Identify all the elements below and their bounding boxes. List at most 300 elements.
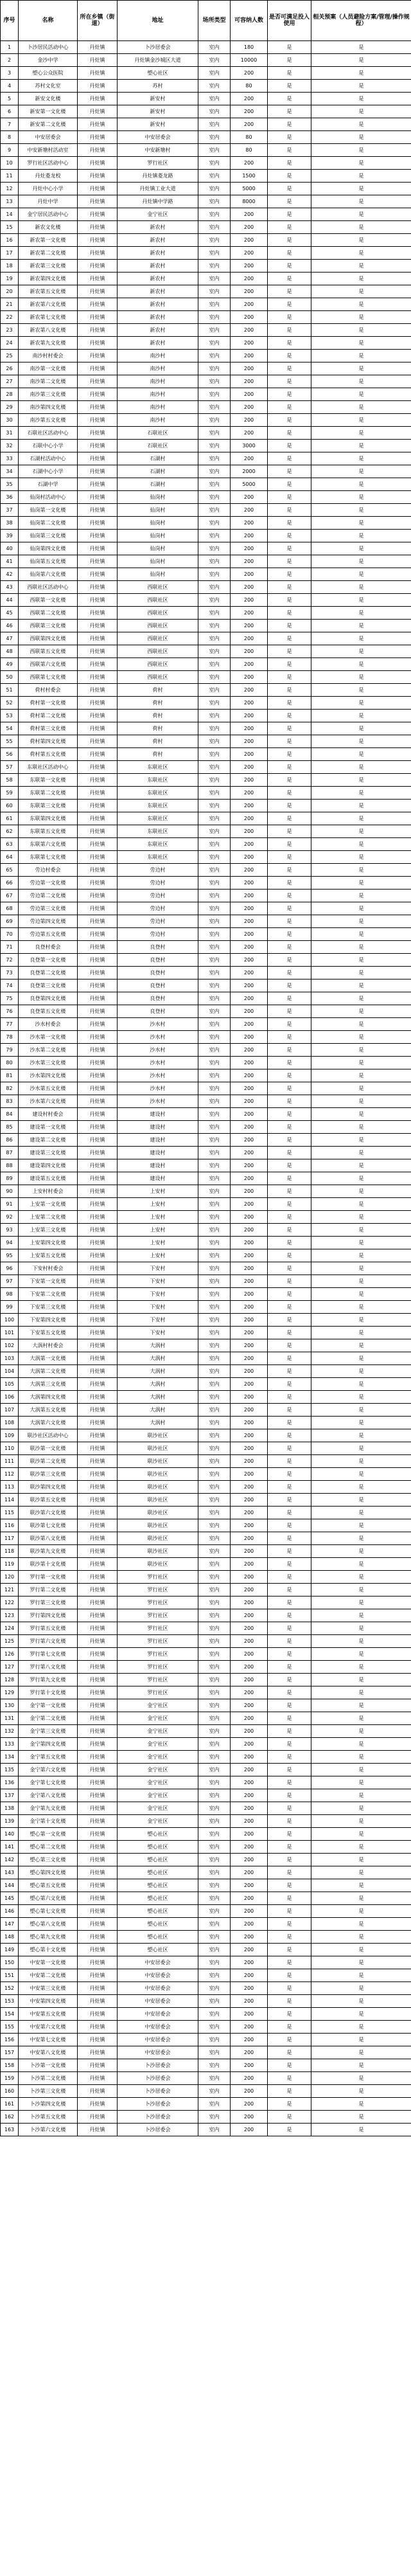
cell-plan: 是 xyxy=(311,941,411,954)
cell-open: 是 xyxy=(268,67,311,80)
cell-place-type: 室内 xyxy=(198,1674,231,1686)
cell-capacity: 200 xyxy=(231,1609,268,1622)
table-row xyxy=(1,979,411,992)
cell-address: 中安居委会 xyxy=(118,2008,198,2021)
cell-name: 丹灶中心小学 xyxy=(19,183,78,195)
cell-address: 罗行社区 xyxy=(118,1686,198,1699)
table-row xyxy=(1,1686,411,1699)
cell-address: 塱心社区 xyxy=(118,1866,198,1879)
cell-open: 是 xyxy=(268,1018,311,1031)
cell-plan: 是 xyxy=(311,812,411,825)
cell-town: 丹灶镇 xyxy=(78,1262,118,1275)
cell-index: 126 xyxy=(1,1648,19,1661)
cell-capacity: 200 xyxy=(231,1751,268,1764)
cell-open: 是 xyxy=(268,1558,311,1571)
cell-open: 是 xyxy=(268,1982,311,1995)
cell-plan: 是 xyxy=(311,1712,411,1725)
cell-capacity: 200 xyxy=(231,504,268,517)
cell-open: 是 xyxy=(268,1931,311,1944)
cell-capacity: 200 xyxy=(231,1082,268,1095)
cell-plan: 是 xyxy=(311,504,411,517)
table-row xyxy=(1,1571,411,1584)
table-row xyxy=(1,2111,411,2124)
cell-capacity: 200 xyxy=(231,1866,268,1879)
cell-place-type: 室内 xyxy=(198,517,231,530)
cell-address: 石湖村 xyxy=(118,478,198,491)
cell-address: 大涡村 xyxy=(118,1391,198,1404)
cell-place-type: 室内 xyxy=(198,2111,231,2124)
cell-address: 丹灶镇菱龙路 xyxy=(118,170,198,183)
cell-index: 59 xyxy=(1,787,19,800)
cell-name: 大涡第二文化楼 xyxy=(19,1365,78,1378)
cell-town: 丹灶镇 xyxy=(78,1301,118,1314)
cell-place-type: 室内 xyxy=(198,761,231,774)
cell-place-type: 室内 xyxy=(198,118,231,131)
cell-capacity: 200 xyxy=(231,1224,268,1237)
cell-capacity: 200 xyxy=(231,1442,268,1455)
table-row xyxy=(1,581,411,594)
cell-place-type: 室内 xyxy=(198,183,231,195)
cell-index: 81 xyxy=(1,1069,19,1082)
cell-capacity: 200 xyxy=(231,902,268,915)
cell-open: 是 xyxy=(268,54,311,67)
cell-open: 是 xyxy=(268,864,311,877)
cell-name: 金宁第一文化楼 xyxy=(19,1699,78,1712)
cell-address: 罗行社区 xyxy=(118,1635,198,1648)
cell-open: 是 xyxy=(268,1854,311,1866)
cell-plan: 是 xyxy=(311,2021,411,2034)
cell-place-type: 室内 xyxy=(198,2046,231,2059)
cell-open: 是 xyxy=(268,1057,311,1069)
cell-town: 丹灶镇 xyxy=(78,1545,118,1558)
cell-open: 是 xyxy=(268,607,311,620)
cell-name: 卜沙第一文化楼 xyxy=(19,2059,78,2072)
cell-capacity: 200 xyxy=(231,1789,268,1802)
cell-capacity: 200 xyxy=(231,375,268,388)
cell-place-type: 室内 xyxy=(198,1082,231,1095)
cell-index: 87 xyxy=(1,1147,19,1159)
cell-place-type: 室内 xyxy=(198,1069,231,1082)
cell-index: 83 xyxy=(1,1095,19,1108)
cell-place-type: 室内 xyxy=(198,1442,231,1455)
cell-open: 是 xyxy=(268,465,311,478)
cell-name: 罗行第七文化楼 xyxy=(19,1648,78,1661)
cell-name: 联沙第二文化楼 xyxy=(19,1455,78,1468)
cell-town: 丹灶镇 xyxy=(78,41,118,54)
cell-capacity: 200 xyxy=(231,864,268,877)
cell-town: 丹灶镇 xyxy=(78,337,118,350)
cell-place-type: 室内 xyxy=(198,1519,231,1532)
cell-name: 仙岗第三文化楼 xyxy=(19,530,78,542)
cell-town: 丹灶镇 xyxy=(78,761,118,774)
cell-address: 仙岗村 xyxy=(118,555,198,568)
cell-open: 是 xyxy=(268,131,311,144)
cell-plan: 是 xyxy=(311,1159,411,1172)
cell-place-type: 室内 xyxy=(198,1764,231,1776)
cell-name: 塱心第六文化楼 xyxy=(19,1892,78,1905)
table-row xyxy=(1,324,411,337)
cell-capacity: 200 xyxy=(231,1571,268,1584)
cell-plan: 是 xyxy=(311,80,411,93)
cell-index: 86 xyxy=(1,1134,19,1147)
cell-address: 中安居委会 xyxy=(118,1956,198,1969)
cell-open: 是 xyxy=(268,440,311,452)
cell-capacity: 200 xyxy=(231,1262,268,1275)
cell-name: 中安第六文化楼 xyxy=(19,2021,78,2034)
cell-address: 塱心社区 xyxy=(118,1905,198,1918)
cell-name: 大涡第三文化楼 xyxy=(19,1378,78,1391)
cell-index: 141 xyxy=(1,1841,19,1854)
cell-name: 新农第九文化楼 xyxy=(19,337,78,350)
cell-town: 丹灶镇 xyxy=(78,992,118,1005)
table-row xyxy=(1,1841,411,1854)
cell-address: 新农村 xyxy=(118,260,198,273)
cell-open: 是 xyxy=(268,902,311,915)
cell-index: 9 xyxy=(1,144,19,157)
table-row xyxy=(1,1532,411,1545)
cell-address: 联沙社区 xyxy=(118,1468,198,1481)
cell-plan: 是 xyxy=(311,1789,411,1802)
table-row xyxy=(1,401,411,414)
cell-address: 石联社区 xyxy=(118,440,198,452)
cell-place-type: 室内 xyxy=(198,208,231,221)
cell-town: 丹灶镇 xyxy=(78,1944,118,1956)
cell-capacity: 200 xyxy=(231,427,268,440)
cell-open: 是 xyxy=(268,1275,311,1288)
cell-name: 卜沙第五文化楼 xyxy=(19,2111,78,2124)
cell-capacity: 200 xyxy=(231,1288,268,1301)
cell-name: 上安第五文化楼 xyxy=(19,1249,78,1262)
cell-plan: 是 xyxy=(311,1339,411,1352)
cell-open: 是 xyxy=(268,93,311,105)
cell-address: 劳边村 xyxy=(118,915,198,928)
cell-town: 丹灶镇 xyxy=(78,401,118,414)
cell-name: 大涡第四文化楼 xyxy=(19,1391,78,1404)
cell-name: 东联社区活动中心 xyxy=(19,761,78,774)
cell-name: 西联第一文化楼 xyxy=(19,594,78,607)
cell-name: 塱心第十文化楼 xyxy=(19,1944,78,1956)
cell-plan: 是 xyxy=(311,594,411,607)
cell-name: 东联第五文化楼 xyxy=(19,825,78,838)
cell-open: 是 xyxy=(268,1211,311,1224)
cell-capacity: 200 xyxy=(231,620,268,632)
cell-capacity: 200 xyxy=(231,1931,268,1944)
cell-address: 仙岗村 xyxy=(118,517,198,530)
cell-plan: 是 xyxy=(311,774,411,787)
cell-town: 丹灶镇 xyxy=(78,1892,118,1905)
cell-town: 丹灶镇 xyxy=(78,1481,118,1494)
cell-plan: 是 xyxy=(311,530,411,542)
cell-name: 新农第三文化楼 xyxy=(19,260,78,273)
cell-address: 罗行社区 xyxy=(118,1571,198,1584)
cell-open: 是 xyxy=(268,1481,311,1494)
cell-index: 84 xyxy=(1,1108,19,1121)
cell-open: 是 xyxy=(268,1545,311,1558)
cell-capacity: 200 xyxy=(231,2124,268,2136)
table-row xyxy=(1,1211,411,1224)
cell-name: 下安第二文化楼 xyxy=(19,1288,78,1301)
cell-place-type: 室内 xyxy=(198,1944,231,1956)
cell-plan: 是 xyxy=(311,568,411,581)
cell-town: 丹灶镇 xyxy=(78,877,118,890)
table-row xyxy=(1,1712,411,1725)
cell-index: 49 xyxy=(1,658,19,671)
table-row xyxy=(1,350,411,362)
cell-plan: 是 xyxy=(311,183,411,195)
cell-plan: 是 xyxy=(311,1352,411,1365)
cell-town: 丹灶镇 xyxy=(78,2034,118,2046)
cell-town: 丹灶镇 xyxy=(78,1159,118,1172)
cell-open: 是 xyxy=(268,491,311,504)
table-row xyxy=(1,1956,411,1969)
cell-place-type: 室内 xyxy=(198,1725,231,1738)
cell-address: 金宁社区 xyxy=(118,1764,198,1776)
cell-name: 南沙第三文化楼 xyxy=(19,388,78,401)
table-row xyxy=(1,1725,411,1738)
table-row xyxy=(1,1751,411,1764)
cell-capacity: 200 xyxy=(231,1018,268,1031)
cell-town: 丹灶镇 xyxy=(78,1057,118,1069)
cell-town: 丹灶镇 xyxy=(78,1776,118,1789)
cell-open: 是 xyxy=(268,1237,311,1249)
cell-place-type: 室内 xyxy=(198,1931,231,1944)
cell-index: 53 xyxy=(1,710,19,722)
cell-address: 下安村 xyxy=(118,1275,198,1288)
cell-index: 93 xyxy=(1,1224,19,1237)
cell-name: 联沙第三文化楼 xyxy=(19,1468,78,1481)
cell-capacity: 200 xyxy=(231,1455,268,1468)
cell-name: 联沙社区活动中心 xyxy=(19,1429,78,1442)
table-row xyxy=(1,1944,411,1956)
cell-town: 丹灶镇 xyxy=(78,170,118,183)
cell-open: 是 xyxy=(268,2124,311,2136)
cell-open: 是 xyxy=(268,632,311,645)
cell-name: 石湖村活动中心 xyxy=(19,452,78,465)
cell-plan: 是 xyxy=(311,324,411,337)
cell-open: 是 xyxy=(268,1404,311,1417)
cell-place-type: 室内 xyxy=(198,1147,231,1159)
cell-open: 是 xyxy=(268,1686,311,1699)
cell-address: 丹灶镇金沙城区大道 xyxy=(118,54,198,67)
cell-address: 荷村 xyxy=(118,735,198,748)
cell-capacity: 200 xyxy=(231,851,268,864)
table-row xyxy=(1,2021,411,2034)
cell-place-type: 室内 xyxy=(198,1365,231,1378)
cell-name: 西联第五文化楼 xyxy=(19,645,78,658)
cell-town: 丹灶镇 xyxy=(78,979,118,992)
cell-index: 161 xyxy=(1,2098,19,2111)
cell-place-type: 室内 xyxy=(198,1172,231,1185)
cell-town: 丹灶镇 xyxy=(78,1661,118,1674)
cell-name: 劳边村委会 xyxy=(19,864,78,877)
cell-index: 72 xyxy=(1,954,19,967)
cell-name: 仙岗第一文化楼 xyxy=(19,504,78,517)
table-row xyxy=(1,902,411,915)
cell-plan: 是 xyxy=(311,1069,411,1082)
cell-name: 西联第四文化楼 xyxy=(19,632,78,645)
cell-plan: 是 xyxy=(311,1545,411,1558)
cell-capacity: 200 xyxy=(231,684,268,697)
cell-capacity: 200 xyxy=(231,452,268,465)
cell-index: 24 xyxy=(1,337,19,350)
table-row xyxy=(1,1494,411,1507)
cell-place-type: 室内 xyxy=(198,568,231,581)
cell-address: 沙水村 xyxy=(118,1044,198,1057)
cell-address: 良登村 xyxy=(118,941,198,954)
cell-place-type: 室内 xyxy=(198,1532,231,1545)
cell-capacity: 200 xyxy=(231,273,268,285)
cell-place-type: 室内 xyxy=(198,697,231,710)
cell-capacity: 200 xyxy=(231,1134,268,1147)
cell-index: 95 xyxy=(1,1249,19,1262)
cell-name: 塱心第九文化楼 xyxy=(19,1931,78,1944)
cell-plan: 是 xyxy=(311,1751,411,1764)
cell-plan: 是 xyxy=(311,478,411,491)
cell-open: 是 xyxy=(268,825,311,838)
cell-plan: 是 xyxy=(311,1969,411,1982)
cell-place-type: 室内 xyxy=(198,1237,231,1249)
cell-capacity: 200 xyxy=(231,1005,268,1018)
cell-town: 丹灶镇 xyxy=(78,118,118,131)
cell-open: 是 xyxy=(268,1069,311,1082)
cell-open: 是 xyxy=(268,298,311,311)
table-row xyxy=(1,1121,411,1134)
cell-place-type: 室内 xyxy=(198,684,231,697)
cell-name: 沙水村委会 xyxy=(19,1018,78,1031)
cell-plan: 是 xyxy=(311,2111,411,2124)
cell-index: 94 xyxy=(1,1237,19,1249)
table-row xyxy=(1,1507,411,1519)
cell-address: 罗行社区 xyxy=(118,1648,198,1661)
cell-address: 塱心社区 xyxy=(118,1828,198,1841)
cell-name: 新农文化楼 xyxy=(19,221,78,234)
cell-index: 110 xyxy=(1,1442,19,1455)
cell-town: 丹灶镇 xyxy=(78,362,118,375)
table-row xyxy=(1,1057,411,1069)
cell-address: 金宁社区 xyxy=(118,1712,198,1725)
cell-open: 是 xyxy=(268,581,311,594)
cell-plan: 是 xyxy=(311,1404,411,1417)
cell-capacity: 200 xyxy=(231,1661,268,1674)
cell-plan: 是 xyxy=(311,54,411,67)
cell-name: 东联第四文化楼 xyxy=(19,812,78,825)
cell-address: 罗行社区 xyxy=(118,1597,198,1609)
table-row xyxy=(1,800,411,812)
cell-town: 丹灶镇 xyxy=(78,684,118,697)
cell-index: 21 xyxy=(1,298,19,311)
cell-open: 是 xyxy=(268,105,311,118)
cell-plan: 是 xyxy=(311,2124,411,2136)
cell-place-type: 室内 xyxy=(198,350,231,362)
cell-index: 136 xyxy=(1,1776,19,1789)
cell-index: 127 xyxy=(1,1661,19,1674)
table-row xyxy=(1,722,411,735)
cell-town: 丹灶镇 xyxy=(78,658,118,671)
cell-place-type: 室内 xyxy=(198,388,231,401)
cell-place-type: 室内 xyxy=(198,1327,231,1339)
cell-capacity: 200 xyxy=(231,800,268,812)
cell-address: 南沙村 xyxy=(118,350,198,362)
table-row xyxy=(1,1442,411,1455)
cell-place-type: 室内 xyxy=(198,1828,231,1841)
cell-name: 上安第二文化楼 xyxy=(19,1211,78,1224)
table-row xyxy=(1,388,411,401)
table-row xyxy=(1,362,411,375)
cell-town: 丹灶镇 xyxy=(78,2111,118,2124)
cell-town: 丹灶镇 xyxy=(78,967,118,979)
cell-name: 下安第三文化楼 xyxy=(19,1301,78,1314)
cell-plan: 是 xyxy=(311,864,411,877)
cell-place-type: 室内 xyxy=(198,607,231,620)
cell-place-type: 室内 xyxy=(198,787,231,800)
table-row xyxy=(1,941,411,954)
cell-index: 133 xyxy=(1,1738,19,1751)
cell-name: 大涡村村委会 xyxy=(19,1339,78,1352)
cell-index: 22 xyxy=(1,311,19,324)
cell-place-type: 室内 xyxy=(198,1301,231,1314)
table-row xyxy=(1,1969,411,1982)
cell-name: 罗行社区活动中心 xyxy=(19,157,78,170)
cell-place-type: 室内 xyxy=(198,1159,231,1172)
cell-open: 是 xyxy=(268,2085,311,2098)
cell-capacity: 200 xyxy=(231,1365,268,1378)
cell-town: 丹灶镇 xyxy=(78,1828,118,1841)
cell-index: 97 xyxy=(1,1275,19,1288)
cell-town: 丹灶镇 xyxy=(78,452,118,465)
cell-place-type: 室内 xyxy=(198,1391,231,1404)
cell-town: 丹灶镇 xyxy=(78,645,118,658)
cell-open: 是 xyxy=(268,1455,311,1468)
table-row xyxy=(1,1185,411,1198)
cell-town: 丹灶镇 xyxy=(78,1802,118,1815)
cell-address: 沙水村 xyxy=(118,1031,198,1044)
cell-capacity: 200 xyxy=(231,1494,268,1507)
cell-address: 仙岗村 xyxy=(118,542,198,555)
cell-town: 丹灶镇 xyxy=(78,1982,118,1995)
cell-index: 100 xyxy=(1,1314,19,1327)
cell-capacity: 200 xyxy=(231,1211,268,1224)
cell-plan: 是 xyxy=(311,1738,411,1751)
cell-plan: 是 xyxy=(311,877,411,890)
cell-plan: 是 xyxy=(311,118,411,131)
cell-address: 中安居委会 xyxy=(118,1982,198,1995)
cell-index: 158 xyxy=(1,2059,19,2072)
cell-name: 塱心第二文化楼 xyxy=(19,1841,78,1854)
cell-name: 劳边第一文化楼 xyxy=(19,877,78,890)
cell-plan: 是 xyxy=(311,465,411,478)
cell-address: 下安村 xyxy=(118,1288,198,1301)
cell-open: 是 xyxy=(268,1507,311,1519)
table-row xyxy=(1,1905,411,1918)
cell-town: 丹灶镇 xyxy=(78,851,118,864)
cell-plan: 是 xyxy=(311,1776,411,1789)
cell-place-type: 室内 xyxy=(198,1738,231,1751)
cell-plan: 是 xyxy=(311,1134,411,1147)
cell-place-type: 室内 xyxy=(198,1982,231,1995)
cell-address: 卜沙居委会 xyxy=(118,41,198,54)
cell-capacity: 200 xyxy=(231,954,268,967)
cell-place-type: 室内 xyxy=(198,1018,231,1031)
cell-index: 145 xyxy=(1,1892,19,1905)
cell-index: 124 xyxy=(1,1622,19,1635)
cell-index: 156 xyxy=(1,2034,19,2046)
cell-capacity: 3000 xyxy=(231,440,268,452)
cell-capacity: 200 xyxy=(231,208,268,221)
cell-town: 丹灶镇 xyxy=(78,1082,118,1095)
table-row xyxy=(1,131,411,144)
cell-index: 117 xyxy=(1,1532,19,1545)
cell-open: 是 xyxy=(268,1249,311,1262)
